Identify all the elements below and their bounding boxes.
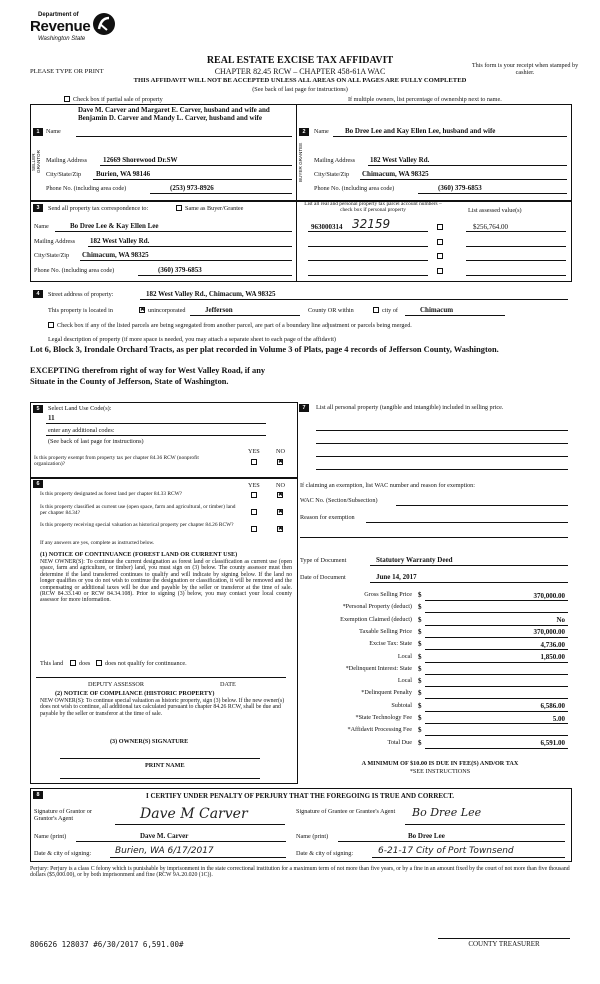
tax-line-label: Taxable Selling Price: [359, 627, 412, 635]
seller-side-label: SELLER GRANTOR: [31, 150, 41, 174]
land-use-label: Select Land Use Code(s):: [48, 405, 112, 412]
tax-line-dollar: $: [418, 689, 422, 698]
perjury-text: Perjury: Perjury is a class C felony which is punishable by imprisonment in the state correctional institution for a maximum term of not more than five years, or by a fine in an amount fixed by the court of not more than five thousand dollars ($5,000.00), or by both imprisonment and fine (RCW 9A.20.020 (1C)).: [30, 866, 570, 879]
personal-property-checkbox-2[interactable]: [437, 239, 443, 245]
seller-city-value[interactable]: Burien, WA 98146: [96, 170, 151, 178]
historic-question: Is this property receiving special valuation as historical property per chapter 84.26 RCW?: [40, 522, 234, 528]
land-use-code[interactable]: 11: [48, 414, 55, 422]
unincorporated-checkbox[interactable]: ✖: [140, 307, 146, 313]
tax-line-dollar: $: [418, 714, 422, 722]
seller-mailing-value[interactable]: 12669 Shorewood Dr.SW: [103, 156, 178, 164]
tax-line-label: Excise Tax: State: [369, 640, 412, 648]
section-1-badge: 1: [33, 128, 43, 136]
owner-signature-label: (3) OWNER(S) SIGNATURE: [110, 738, 189, 745]
tax-line-label: *Delinquent Interest: State: [345, 664, 412, 672]
section-4-badge: 4: [33, 290, 43, 298]
grantor-signature: Dave M Carver: [140, 806, 248, 822]
parcel-handwritten: 32159: [352, 217, 391, 231]
tax-corr-name-value[interactable]: Bo Dree Lee & Kay Ellen Lee: [70, 222, 159, 230]
section-8-badge: 8: [33, 791, 43, 799]
no-header-5: NO: [276, 448, 285, 455]
accounts-label: List all real and personal property tax parcel account numbers – check box if personal property: [304, 201, 442, 213]
additional-codes-label: enter any additional codes:: [48, 427, 115, 434]
tax-corr-label: Send all property tax correspondence to:: [48, 205, 149, 212]
tax-corr-name-label: Name: [34, 223, 49, 230]
current-use-yes-checkbox[interactable]: [251, 509, 257, 515]
grantor-date-city: Burien, WA 6/17/2017: [115, 846, 214, 856]
tax-line-label: Total Due: [387, 738, 412, 746]
logo-dept-text: Department of: [38, 12, 79, 18]
form-subtitle: CHAPTER 82.45 RCW – CHAPTER 458-61A WAC: [214, 67, 386, 76]
buyer-city-label: City/State/Zip: [314, 171, 350, 178]
legal-line-2[interactable]: EXCEPTING therefrom right of way for West Valley Road, if any: [30, 366, 266, 375]
tax-line-value[interactable]: 370,000.00: [533, 628, 565, 637]
personal-property-checkbox-3[interactable]: [437, 253, 443, 259]
logo-state-text: Washington State: [38, 36, 86, 42]
buyer-city-value[interactable]: Chimacum, WA 98325: [362, 170, 429, 178]
exemption-label: If claiming an exemption, list WAC number and reason for exemption:: [300, 482, 475, 489]
county-value[interactable]: Jefferson: [205, 306, 233, 314]
tax-line-dollar: $: [418, 664, 422, 673]
historic-yes-checkbox[interactable]: [251, 526, 257, 532]
tax-line-dollar: $: [418, 738, 422, 747]
exempt-question: Is this property exempt from property tax per chapter 84.36 RCW (nonprofit organization)?: [34, 455, 199, 467]
instructions-note: (See back of last page for instructions): [252, 86, 348, 93]
warning-text: THIS AFFIDAVIT WILL NOT BE ACCEPTED UNLESS ALL AREAS ON ALL PAGES ARE FULLY COMPLETED: [133, 77, 467, 84]
tax-line-dollar: $: [418, 603, 422, 612]
grantor-date-label: Date & city of signing:: [34, 850, 92, 857]
personal-property-label: List all personal property (tangible and intangible) included in selling price.: [316, 404, 504, 411]
grantor-sig-label: Signature of Grantor or Grantor's Agent: [34, 808, 92, 823]
deputy-assessor-label: DEPUTY ASSESSOR: [88, 681, 144, 688]
grantor-name-value[interactable]: Dave M. Carver: [140, 832, 189, 840]
cashier-stamp: 806626 128037 #6/30/2017 6,591.00#: [30, 940, 184, 949]
seller-name-label: Name: [46, 128, 61, 135]
county-treasurer-label: COUNTY TREASURER: [468, 940, 540, 948]
tax-corr-city-label: City/State/Zip: [34, 252, 70, 259]
grantee-name-label: Name (print): [296, 833, 329, 840]
doc-type-label: Type of Document: [300, 557, 347, 564]
does-not-label: does not qualify for continuance.: [105, 660, 187, 667]
grantee-signature: Bo Dree Lee: [412, 806, 482, 819]
notice1-body: NEW OWNER(S): To continue the current designation as forest land or classification as current use (open space, farm and agriculture, or timber) land, you must sign on (3) below. The county assessor must then determine if the land transferred continues to qualify and will indicate by signing below. If the land no longer qualifies or you do not wish to continue the designation or classification, it will be removed and the compensating or additional taxes will be due and payable by the seller or transferor at the time of sale. (RCW 84.33.140 or RCW 84.34.108). Prior to signing (3) below, you may contact your local county assessor for more information.: [40, 559, 292, 604]
please-type: PLEASE TYPE OR PRINT: [30, 68, 104, 75]
forest-question: Is this property designated as forest land per chapter 84.33 RCW?: [40, 491, 183, 497]
multiple-owners-note: If multiple owners, list percentage of ownership next to name.: [348, 96, 502, 103]
tax-line-value[interactable]: 4,736.00: [540, 640, 565, 649]
certify-text: I CERTIFY UNDER PENALTY OF PERJURY THAT THE FOREGOING IS TRUE AND CORRECT.: [145, 792, 454, 800]
tax-corr-phone-value[interactable]: (360) 379-6853: [158, 266, 202, 274]
assessor-date-label: DATE: [220, 681, 236, 688]
exempt-no-checkbox[interactable]: ✖: [278, 459, 284, 465]
same-as-buyer-label: Same as Buyer/Grantee: [185, 205, 244, 212]
section-3-badge: 3: [33, 204, 43, 212]
grantee-date-label: Date & city of signing:: [296, 850, 354, 857]
seller-city-label: City/State/Zip: [46, 171, 82, 178]
if-yes-note: If any answers are yes, complete as instructed below.: [40, 540, 155, 546]
section-6-badge: 6: [33, 480, 43, 488]
segregated-checkbox[interactable]: [48, 322, 54, 328]
wac-label: WAC No. (Section/Subsection): [300, 497, 378, 504]
assessed-value[interactable]: $256,764.00: [473, 223, 508, 231]
section-7-badge: 7: [299, 404, 309, 412]
forest-no-checkbox[interactable]: ✖: [278, 492, 284, 498]
notice2-title: (2) NOTICE OF COMPLIANCE (HISTORIC PROPERTY): [55, 690, 215, 697]
print-name-label: PRINT NAME: [145, 762, 185, 769]
legal-line-1[interactable]: Lot 6, Block 3, Irondale Orchard Tracts, as per plat recorded in Volume 3 of Plats, page 4 records of Jefferson County, Washington.: [30, 345, 499, 354]
tax-corr-mailing-label: Mailing Address: [34, 238, 76, 245]
personal-property-checkbox-4[interactable]: [437, 268, 443, 274]
buyer-phone-value[interactable]: (360) 379-6853: [438, 184, 482, 192]
tax-line-label: Exemption Claimed (deduct): [340, 615, 412, 623]
tax-line-value[interactable]: 6,586.00: [540, 702, 565, 711]
tax-line-label: Subtotal: [391, 701, 412, 709]
tax-line-label: Local: [397, 652, 412, 660]
tax-line-value[interactable]: 5.00: [552, 714, 565, 723]
tax-corr-mailing-value[interactable]: 182 West Valley Rd.: [90, 237, 150, 245]
tax-line-label: *State Technology Fee: [355, 714, 412, 721]
buyer-name-label: Name: [314, 128, 329, 135]
city-value[interactable]: Chimacum: [420, 306, 454, 314]
tax-line-dollar: $: [418, 677, 422, 686]
historic-no-checkbox[interactable]: ✖: [278, 526, 284, 532]
section-5-badge: 5: [33, 405, 43, 413]
this-land-label: This land: [40, 660, 64, 667]
street-label: Street address of property:: [48, 291, 114, 298]
seller-name-value[interactable]: Dave M. Carver and Margaret E. Carver, husband and wife and Benjamin D. Carver and Mandy L. Carver, husband and wife: [78, 106, 270, 123]
tax-line-dollar: $: [418, 652, 422, 661]
seller-phone-value[interactable]: (253) 973-8926: [170, 184, 214, 192]
tax-line-dollar: $: [418, 701, 422, 710]
segregated-label: Check box if any of the listed parcels are being segregated from another parcel, are part of a boundary line adjustment or parcels being merged.: [57, 322, 412, 329]
grantee-name-value[interactable]: Bo Dree Lee: [408, 832, 445, 840]
street-value[interactable]: 182 West Valley Rd., Chimacum, WA 98325: [146, 290, 276, 298]
doc-date-label: Date of Document: [300, 574, 346, 581]
same-as-buyer-checkbox[interactable]: [176, 205, 182, 211]
does-checkbox[interactable]: [70, 660, 76, 666]
legal-line-3[interactable]: Situate in the County of Jefferson, State of Washington.: [30, 377, 229, 386]
dor-logo: [28, 12, 118, 58]
tax-line-dollar: $: [418, 615, 422, 624]
buyer-side-label: BUYER GRANTEE: [298, 142, 303, 182]
yes-header-5: YES: [248, 448, 260, 455]
receipt-note: This form is your receipt when stamped by cashier.: [471, 62, 579, 77]
unincorporated-label: unincorporated: [148, 307, 186, 314]
tax-line-dollar: $: [418, 640, 422, 649]
legal-label: Legal description of property (if more space is needed, you may attach a separate sheet to each page of the affidavit): [48, 336, 336, 343]
tax-line-value[interactable]: 370,000.00: [533, 591, 565, 600]
notice1-title: (1) NOTICE OF CONTINUANCE (FOREST LAND OR CURRENT USE): [40, 551, 238, 558]
grantee-date-city: 6-21-17 City of Port Townsend: [378, 846, 514, 856]
tax-line-label: *Personal Property (deduct): [342, 603, 412, 611]
city-checkbox[interactable]: [373, 307, 379, 313]
personal-property-checkbox-1[interactable]: [437, 224, 443, 230]
does-label: does: [79, 660, 91, 667]
tax-line-label: Local: [397, 677, 412, 685]
doc-date-value[interactable]: June 14, 2017: [376, 573, 417, 581]
see-back-note: (See back of last page for instructions): [48, 438, 144, 445]
tax-line-label: *Affidavit Processing Fee: [347, 726, 412, 734]
yes-header-6: YES: [248, 482, 260, 489]
tax-corr-phone-label: Phone No. (including area code): [34, 267, 115, 274]
section-2-badge: 2: [299, 128, 309, 136]
tax-line-label: Gross Selling Price: [364, 591, 412, 598]
exempt-yes-checkbox[interactable]: [251, 459, 257, 465]
partial-sale-label: Check box if partial sale of property: [73, 96, 163, 103]
buyer-mailing-label: Mailing Address: [314, 157, 356, 164]
seller-mailing-label: Mailing Address: [46, 157, 88, 164]
grantee-sig-label: Signature of Grantee or Grantee's Agent: [296, 808, 396, 815]
tax-line-dollar: $: [418, 726, 422, 735]
parcel-number[interactable]: 963000314: [311, 223, 343, 231]
seller-phone-label: Phone No. (including area code): [46, 185, 127, 192]
current-use-question: Is this property classified as current use (open space, farm and agricultural, or timber) land per chapter 84.34?: [40, 504, 236, 516]
current-use-no-checkbox[interactable]: ✖: [278, 509, 284, 515]
tax-line-value[interactable]: 6,591.00: [540, 739, 565, 748]
assessed-label: List assessed value(s): [468, 207, 522, 214]
tax-line-value[interactable]: 1,850.00: [540, 653, 565, 661]
notice2-body: NEW OWNER(S): To continue special valuation as historic property, sign (3) below. If the new owner(s) does not wish to continue, all additional tax calculated pursuant to chapter 84.26 RCW, shall be due and payable by the seller or transferor at the time of sale.: [40, 698, 285, 717]
grantor-name-label: Name (print): [34, 833, 67, 840]
does-not-checkbox[interactable]: [96, 660, 102, 666]
city-of-label: city of: [382, 307, 398, 314]
buyer-mailing-value[interactable]: 182 West Valley Rd.: [370, 156, 430, 164]
no-header-6: NO: [276, 482, 285, 489]
county-or-label: County OR within: [308, 307, 354, 314]
see-instructions-note: *SEE INSTRUCTIONS: [409, 768, 471, 775]
logo-emblem-icon: [92, 12, 116, 36]
tax-line-dollar: $: [418, 627, 422, 636]
logo-revenue-text: Revenue: [30, 18, 91, 35]
buyer-name-value[interactable]: Bo Dree Lee and Kay Ellen Lee, husband and wife: [345, 127, 496, 135]
partial-sale-checkbox[interactable]: [64, 96, 70, 102]
located-label: This property is located in: [48, 307, 113, 314]
tax-line-dollar: $: [418, 591, 422, 599]
form-title: REAL ESTATE EXCISE TAX AFFIDAVIT: [206, 55, 394, 66]
reason-label: Reason for exemption: [300, 514, 355, 521]
tax-line-value[interactable]: No: [556, 616, 565, 625]
forest-yes-checkbox[interactable]: [251, 492, 257, 498]
doc-type-value[interactable]: Statutory Warranty Deed: [376, 556, 453, 564]
tax-line-label: *Delinquent Penalty: [361, 689, 412, 697]
minimum-note: A MINIMUM OF $10.00 IS DUE IN FEE(S) AND/OR TAX: [361, 760, 519, 767]
tax-corr-city-value[interactable]: Chimacum, WA 98325: [82, 251, 149, 259]
buyer-phone-label: Phone No. (including area code): [314, 185, 395, 192]
